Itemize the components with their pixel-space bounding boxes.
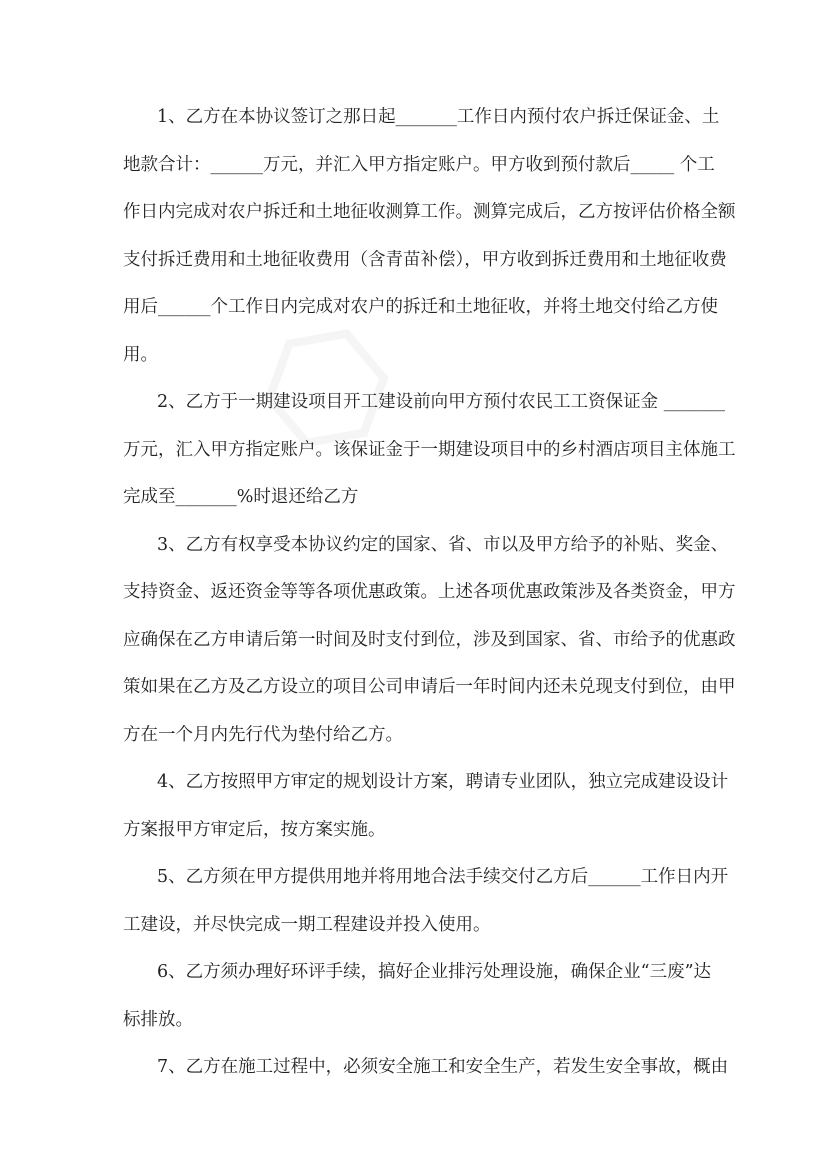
text-line: 用后______个工作日内完成对农户的拆迁和土地征收，并将土地交付给乙方使 [123,297,718,317]
text-line: 完成至_______%时退还给乙方 [123,487,359,507]
paragraph-7 [123,1044,729,1092]
text-line: 方案报甲方审定后，按方案实施。 [123,819,386,840]
text-line: 地款合计：______万元，并汇入甲方指定账户。甲方收到预付款后_____ 个工 [123,154,715,175]
text-line: 7、乙方在施工过程中，必须安全施工和安全生产，若发生安全事故，概由 [157,1057,729,1077]
text-line: 2、乙方于一期建设项目开工建设前向甲方预付农民工工资保证金 _______ [157,392,725,412]
paragraph-4 [123,759,729,854]
text-line: 应确保在乙方申请后第一时间及时支付到位，涉及到国家、省、市给予的优惠政 [123,629,736,650]
paragraph-1 [123,94,736,379]
text-line: 用。 [123,344,158,365]
text-line: 标排放。 [123,1009,193,1030]
text-line: 4、乙方按照甲方审定的规划设计方案，聘请专业团队，独立完成建设设计 [157,772,729,792]
text-line: 策如果在乙方及乙方设立的项目公司申请后一年时间内还未兑现支付到位，由甲 [123,677,736,697]
paragraph-3 [123,522,736,760]
paragraph-5 [123,854,729,949]
text-line: 万元，汇入甲方指定账户。该保证金于一期建设项目中的乡村酒店项目主体施工 [123,439,736,460]
text-line: 6、乙方须办理好环评手续，搞好企业排污处理设施，确保企业“三废”达 [157,962,712,982]
text-line: 工建设，并尽快完成一期工程建设并投入使用。 [123,914,491,935]
text-line: 作日内完成对农户拆迁和土地征收测算工作。测算完成后，乙方按评估价格全额 [123,202,736,222]
text-line: 方在一个月内先行代为垫付给乙方。 [123,724,403,745]
text-line: 3、乙方有权享受本协议约定的国家、省、市以及甲方给予的补贴、奖金、 [157,534,729,555]
text-line: 支付拆迁费用和土地征收费用（含青苗补偿），甲方收到拆迁费用和土地征收费 [123,249,727,270]
text-line: 支持资金、返还资金等等各项优惠政策。上述各项优惠政策涉及各类资金，甲方 [123,582,736,602]
text-line: 1、乙方在本协议签订之那日起_______工作日内预付农户拆迁保证金、土 [157,107,720,127]
text-line: 5、乙方须在甲方提供用地并将用地合法手续交付乙方后______工作日内开 [157,867,729,887]
paragraph-2 [123,379,736,522]
paragraph-6 [123,949,712,1044]
document-page [123,94,736,1092]
